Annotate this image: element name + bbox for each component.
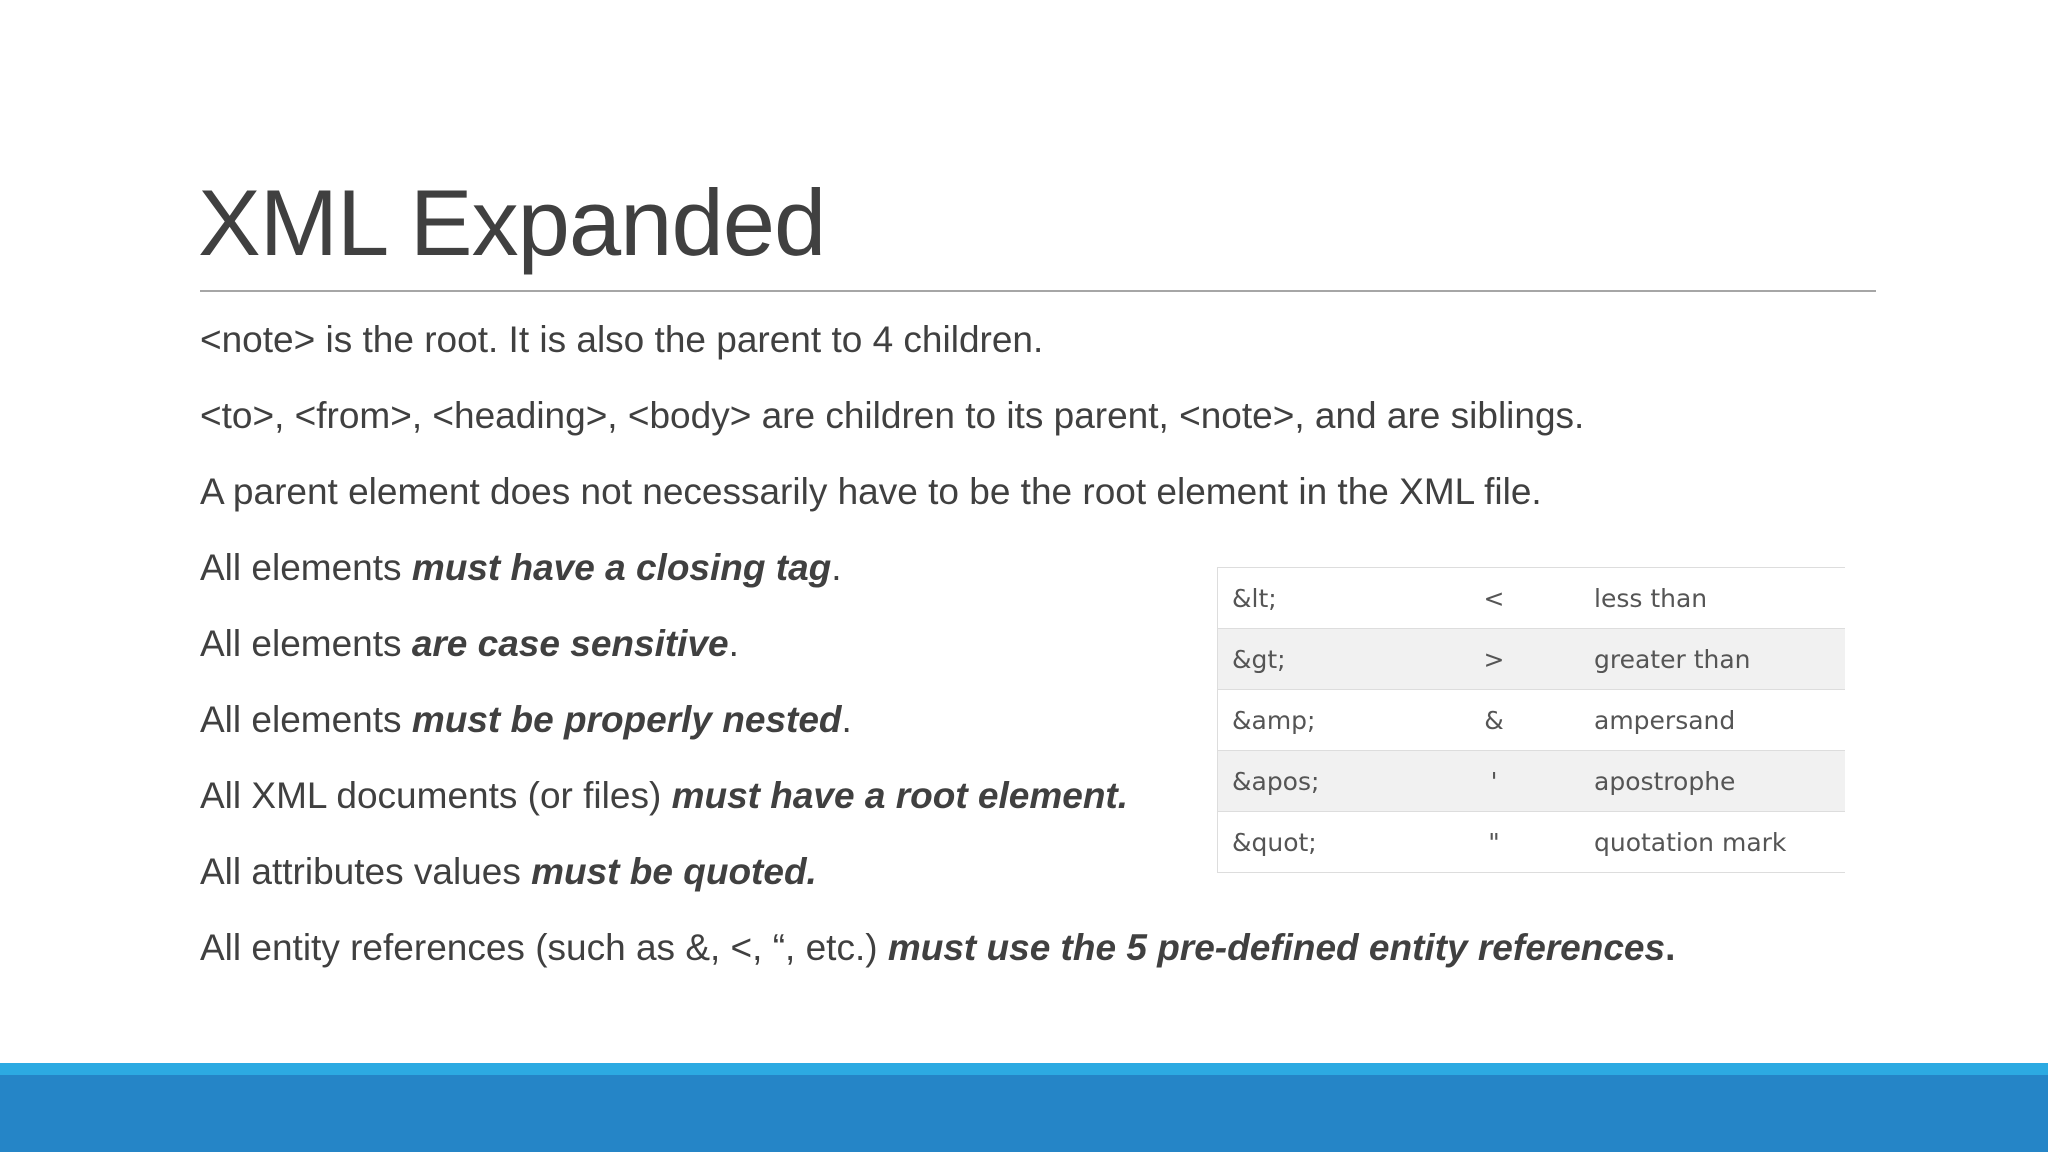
bullet-emphasis: must be properly nested bbox=[411, 699, 842, 740]
entity-cell: &quot; bbox=[1218, 812, 1477, 873]
char-cell bbox=[1476, 751, 1580, 812]
bullet-item bbox=[200, 918, 1675, 994]
char-cell bbox=[1476, 629, 1580, 690]
bullet-item bbox=[200, 462, 1675, 538]
table-row bbox=[1218, 568, 1846, 629]
bullet-text: . bbox=[728, 623, 739, 664]
table-row bbox=[1218, 751, 1846, 812]
table-row bbox=[1218, 812, 1846, 873]
bullet-item bbox=[200, 310, 1675, 386]
slide-title: XML Expanded bbox=[198, 170, 826, 275]
bullet-emphasis: must have a closing tag bbox=[411, 547, 832, 588]
bullet-text: All XML documents (or files) bbox=[200, 775, 672, 816]
char-value: > bbox=[1483, 644, 1505, 674]
bullet-text: . bbox=[831, 547, 842, 588]
description-cell: quotation mark bbox=[1580, 812, 1845, 873]
bullet-text: <to>, <from>, <heading>, <body> are children to its parent, <note>, and are siblings. bbox=[200, 395, 1585, 436]
char-value: ' bbox=[1490, 766, 1498, 796]
entity-cell: &gt; bbox=[1218, 629, 1477, 690]
footer-accent-bar bbox=[0, 1063, 2048, 1075]
footer-bar bbox=[0, 1075, 2048, 1152]
description-cell: greater than bbox=[1580, 629, 1845, 690]
title-divider bbox=[200, 290, 1876, 292]
entity-reference-table bbox=[1217, 567, 1845, 873]
description-cell: apostrophe bbox=[1580, 751, 1845, 812]
bullet-text: A parent element does not necessarily have to be the root element in the XML file. bbox=[200, 471, 1542, 512]
char-value: < bbox=[1483, 583, 1505, 613]
table-row bbox=[1218, 629, 1846, 690]
char-cell bbox=[1476, 568, 1580, 629]
char-cell bbox=[1476, 812, 1580, 873]
bullet-item bbox=[200, 386, 1675, 462]
entity-cell: &apos; bbox=[1218, 751, 1477, 812]
bullet-emphasis: must use the 5 pre-defined entity references bbox=[887, 927, 1666, 968]
bullet-text: All entity references (such as &, <, “, etc.) bbox=[200, 927, 888, 968]
bullet-text: All elements bbox=[200, 699, 412, 740]
description-cell: ampersand bbox=[1580, 690, 1845, 751]
char-cell bbox=[1476, 690, 1580, 751]
bullet-text: All elements bbox=[200, 547, 412, 588]
bullet-text: . bbox=[841, 699, 852, 740]
table-row bbox=[1218, 690, 1846, 751]
bullet-emphasis: must have a root element. bbox=[671, 775, 1129, 816]
bullet-text: All elements bbox=[200, 623, 412, 664]
description-cell: less than bbox=[1580, 568, 1845, 629]
bullet-text: <note> is the root. It is also the parent to 4 children. bbox=[200, 319, 1044, 360]
bullet-emphasis: must be quoted. bbox=[531, 851, 817, 892]
char-value: & bbox=[1484, 705, 1504, 735]
entity-cell: &amp; bbox=[1218, 690, 1477, 751]
bullet-text: . bbox=[1665, 927, 1676, 968]
bullet-emphasis: are case sensitive bbox=[411, 623, 729, 664]
bullet-text: All attributes values bbox=[200, 851, 532, 892]
entity-cell: &lt; bbox=[1218, 568, 1477, 629]
char-value: " bbox=[1488, 827, 1500, 857]
